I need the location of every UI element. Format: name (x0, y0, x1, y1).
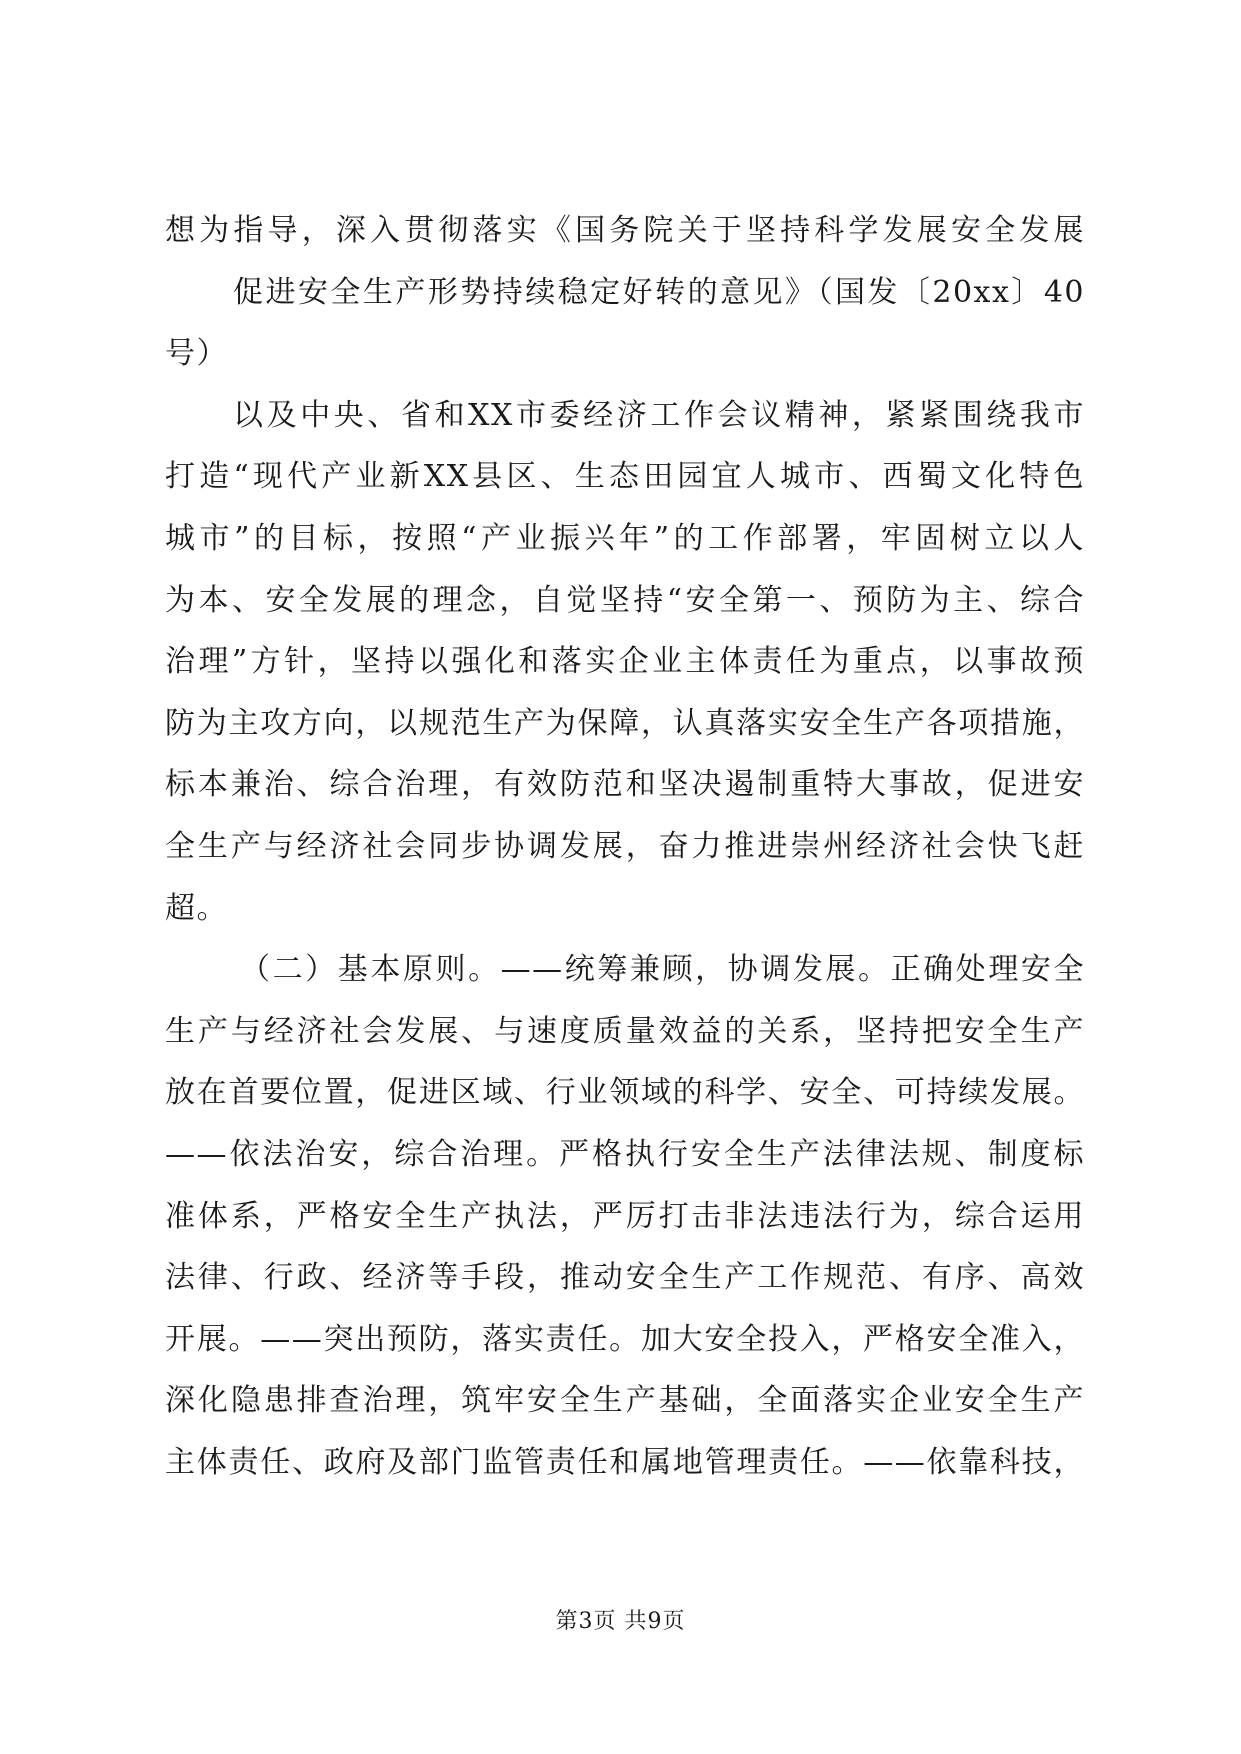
text-line: 法律、行政、经济等手段，推动安全生产工作规范、有序、高效 (165, 1260, 1085, 1296)
text-line: 深化隐患排查治理，筑牢安全生产基础，全面落实企业安全生产 (165, 1383, 1085, 1419)
text-line: （二）基本原则。——统筹兼顾，协调发展。正确处理安全 (240, 952, 1085, 988)
text-line: 主体责任、政府及部门监管责任和属地管理责任。——依靠科技， (165, 1444, 1085, 1480)
text-line: 想为指导，深入贯彻落实《国务院关于坚持科学发展安全发展 (165, 213, 1085, 248)
text-line: 以及中央、省和XX市委经济工作会议精神，紧紧围绕我市 (233, 397, 1085, 433)
text-line: 城市”的目标，按照“产业振兴年”的工作部署，牢固树立以人 (165, 520, 1085, 556)
text-line: 生产与经济社会发展、与速度质量效益的关系，坚持把安全生产 (165, 1013, 1085, 1049)
text-line: 开展。——突出预防，落实责任。加大安全投入，严格安全准入， (165, 1321, 1085, 1357)
body-text (165, 200, 1085, 1493)
text-line: ——依法治安，综合治理。严格执行安全生产法律法规、制度标 (165, 1136, 1085, 1172)
text-line: 打造“现代产业新XX县区、生态田园宜人城市、西蜀文化特色 (165, 459, 1085, 495)
text-line: 号） (165, 336, 228, 372)
text-line: 为本、安全发展的理念，自觉坚持“安全第一、预防为主、综合 (165, 582, 1085, 618)
text-line: 准体系，严格安全生产执法，严厉打击非法违法行为，综合运用 (165, 1198, 1085, 1234)
text-line: 超。 (165, 890, 228, 926)
text-line: 放在首要位置，促进区域、行业领域的科学、安全、可持续发展。 (165, 1075, 1085, 1111)
text-line: 促进安全生产形势持续稳定好转的意见》（国发〔20xx〕40 (233, 274, 1085, 310)
text-line: 治理”方针，坚持以强化和落实企业主体责任为重点，以事故预 (165, 644, 1085, 680)
page-number-footer: 第3页 共9页 (555, 1609, 686, 1634)
text-line: 全生产与经济社会同步协调发展，奋力推进崇州经济社会快飞赶 (165, 828, 1085, 864)
text-line: 防为主攻方向，以规范生产为保障，认真落实安全生产各项措施， (165, 705, 1085, 741)
text-line: 标本兼治、综合治理，有效防范和坚决遏制重特大事故，促进安 (165, 767, 1085, 803)
